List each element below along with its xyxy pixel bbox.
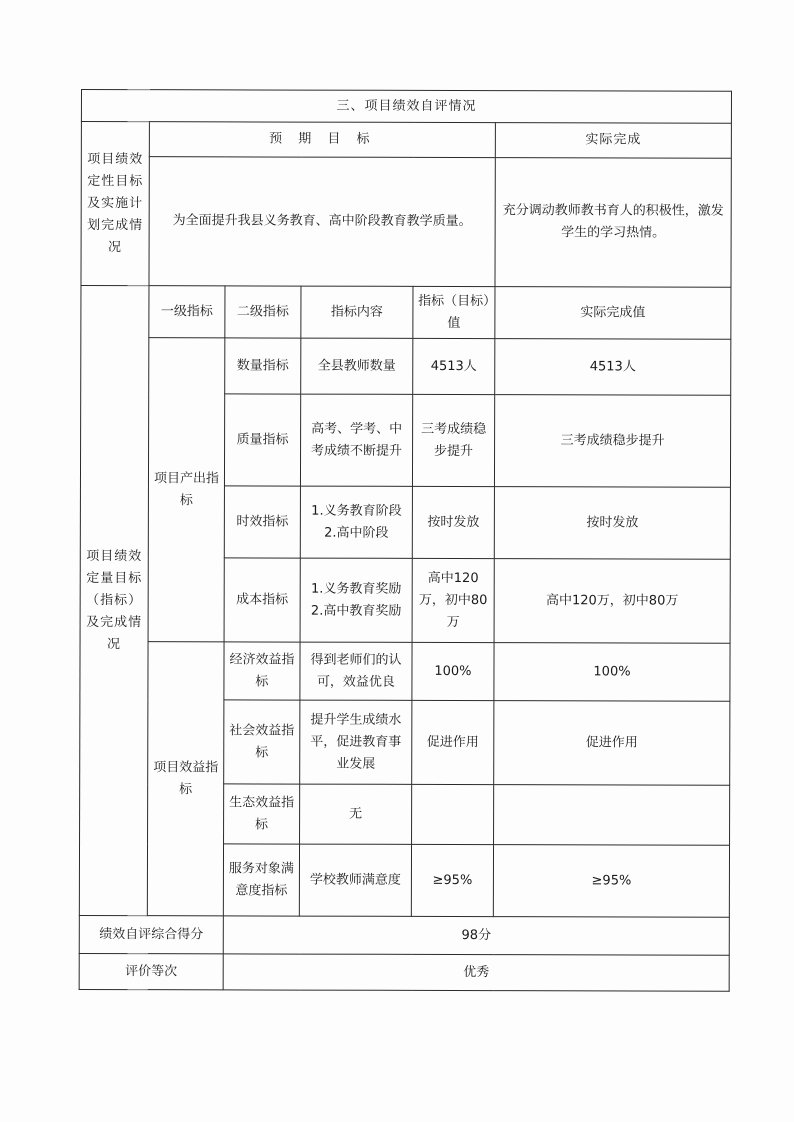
- grade-value: 优秀: [223, 954, 729, 991]
- table-row: [80, 641, 730, 701]
- level2-cell: 数量指标: [225, 338, 301, 394]
- level1-output: 项目产出指标: [148, 338, 225, 642]
- actual-cell: 高中120万，初中80万: [494, 559, 730, 644]
- target-cell: 高中120万，初中80万: [412, 558, 494, 642]
- content-cell: 提升学生成绩水平，促进教育事业发展: [300, 700, 412, 784]
- level2-cell: 时效指标: [224, 486, 300, 558]
- actual-cell: ≥95%: [493, 845, 729, 918]
- content-cell: 得到老师们的认可，效益优良: [300, 642, 412, 700]
- content-cell: 高考、学考、中考成绩不断提升: [300, 394, 412, 486]
- level2-cell: 质量指标: [224, 394, 300, 486]
- target-cell: 4513人: [413, 338, 495, 394]
- score-value: 98分: [223, 916, 729, 955]
- content-cell: 学校教师满意度: [299, 844, 411, 916]
- content-cell: 全县教师数量: [301, 338, 413, 394]
- level2-cell: 社会效益指标: [224, 700, 300, 784]
- header-level2: 二级指标: [225, 286, 301, 338]
- table-row: [81, 338, 731, 396]
- target-cell: 按时发放: [412, 486, 494, 558]
- level1-benefit: 项目效益指标: [147, 642, 224, 916]
- actual-cell: 三考成绩稳步提升: [494, 395, 730, 488]
- expected-goal-text: 为全面提升我县义务教育、高中阶段教育教学质量。: [149, 157, 495, 287]
- header-target: 指标（目标）值: [413, 286, 495, 338]
- content-cell: 1.义务教育奖励 2.高中教育奖励: [300, 558, 412, 642]
- target-cell: [412, 784, 494, 844]
- level2-cell: 经济效益指标: [224, 642, 300, 700]
- target-cell: 促进作用: [412, 700, 494, 784]
- actual-cell: 促进作用: [494, 701, 730, 786]
- actual-cell: [494, 785, 730, 846]
- actual-completion-header: 实际完成: [495, 123, 731, 159]
- quantitative-row-label: 项目绩效定量目标（指标）及完成情况: [79, 286, 149, 916]
- actual-completion-text: 充分调动教师教书育人的积极性，激发学生的学习热情。: [495, 158, 731, 288]
- expected-goal-header: 预 期 目 标: [149, 122, 495, 158]
- score-label: 绩效自评综合得分: [79, 915, 223, 953]
- section-title: 三、项目绩效自评情况: [81, 90, 731, 124]
- content-cell: 无: [300, 784, 412, 844]
- target-cell: ≥95%: [411, 844, 493, 916]
- target-cell: 三考成绩稳步提升: [412, 394, 494, 486]
- level2-cell: 服务对象满意度指标: [223, 844, 299, 916]
- level2-cell: 成本指标: [224, 558, 300, 642]
- header-level1: 一级指标: [149, 286, 225, 338]
- target-cell: 100%: [412, 642, 494, 700]
- actual-cell: 4513人: [495, 339, 731, 396]
- actual-cell: 100%: [494, 643, 730, 702]
- self-evaluation-table: [79, 89, 732, 992]
- qualitative-row-label: 项目绩效定性目标及实施计划完成情况: [81, 122, 149, 286]
- actual-cell: 按时发放: [494, 487, 730, 560]
- header-actual: 实际完成值: [495, 287, 731, 340]
- level2-cell: 生态效益指标: [224, 784, 300, 844]
- grade-label: 评价等次: [79, 953, 223, 989]
- content-cell: 1.义务教育阶段 2.高中阶段: [300, 486, 412, 558]
- header-content: 指标内容: [301, 286, 413, 338]
